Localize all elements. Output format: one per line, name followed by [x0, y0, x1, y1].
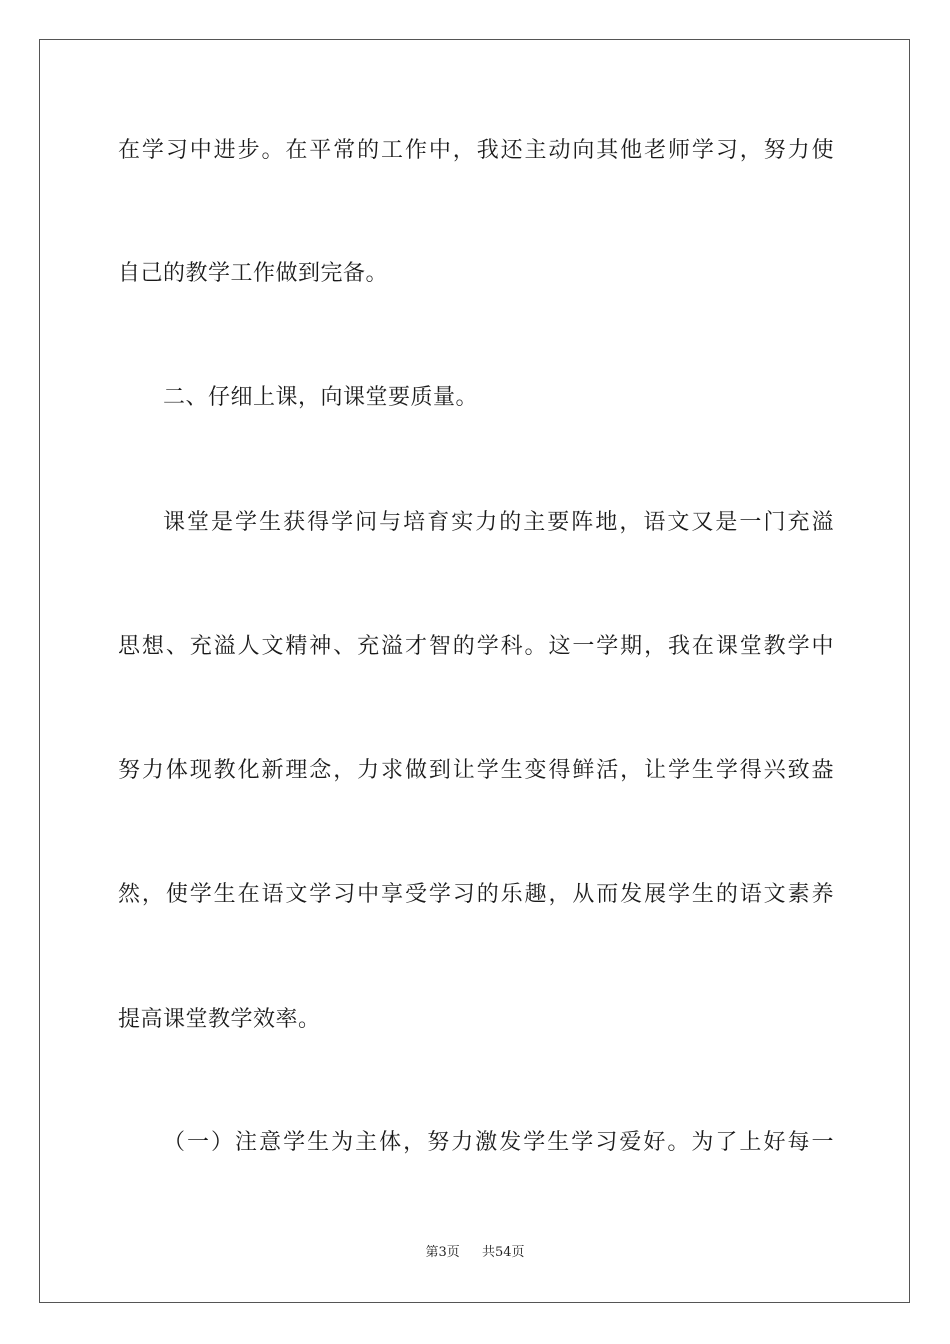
- page-total: 共54页: [482, 1245, 525, 1260]
- body-line-1: 在学习中进步。在平常的工作中，我还主动向其他老师学习，努力使: [118, 138, 834, 163]
- body-line-4: 课堂是学生获得学问与培育实力的主要阵地，语文又是一门充溢: [163, 510, 834, 535]
- body-line-6: 努力体现教化新理念，力求做到让学生变得鲜活，让学生学得兴致盎: [118, 758, 834, 783]
- body-line-2: 自己的教学工作做到完备。: [118, 261, 389, 286]
- page-frame: [39, 39, 910, 1303]
- subsection-heading: （一）注意学生为主体，努力激发学生学习爱好。为了上好每一: [163, 1130, 834, 1155]
- body-line-8: 提高课堂教学效率。: [118, 1007, 321, 1032]
- section-heading: 二、仔细上课，向课堂要质量。: [163, 385, 479, 410]
- body-line-7: 然，使学生在语文学习中享受学习的乐趣，从而发展学生的语文素养: [118, 882, 834, 907]
- page-footer: [0, 1244, 950, 1262]
- body-line-5: 思想、充溢人文精神、充溢才智的学科。这一学期，我在课堂教学中: [118, 634, 834, 659]
- page-number: 第3页: [425, 1245, 460, 1260]
